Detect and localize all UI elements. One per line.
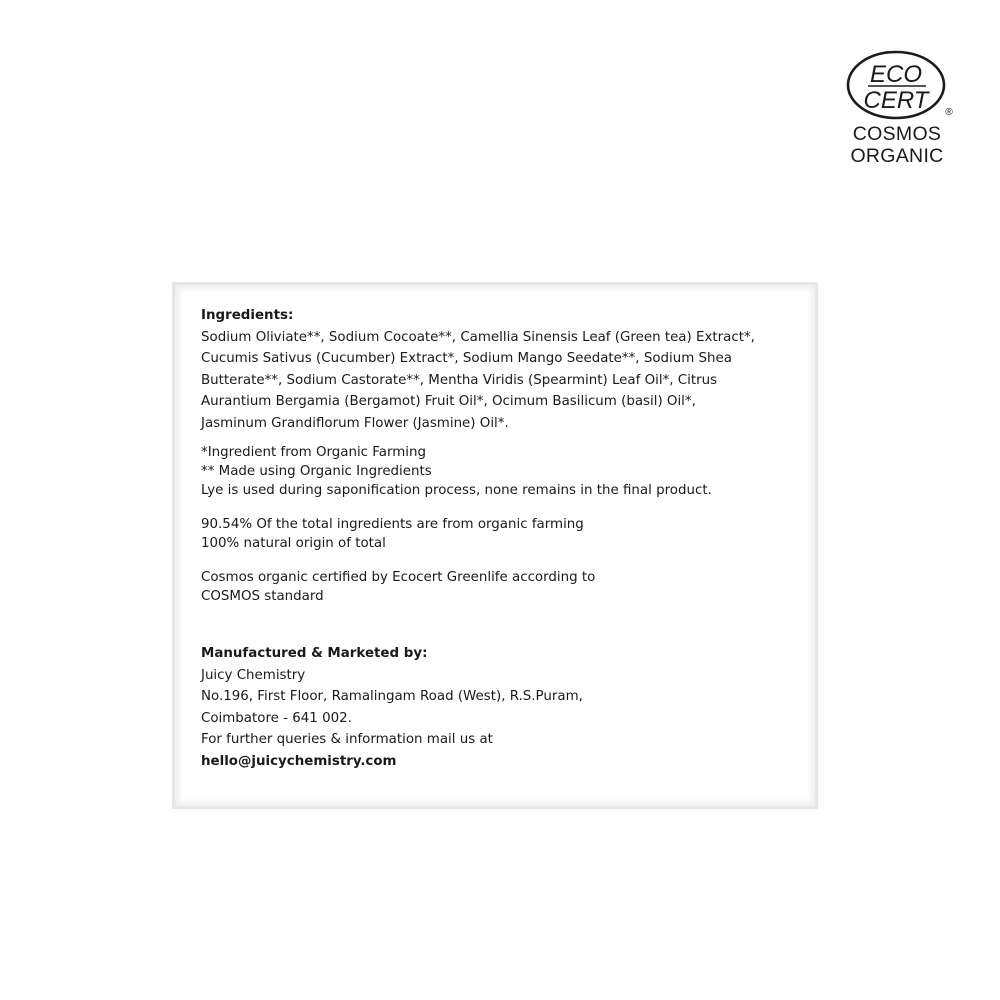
logo-cosmos-text: COSMOS (852, 123, 942, 145)
note-organic-farming: *Ingredient from Organic Farming (201, 445, 426, 460)
label-content (201, 305, 801, 772)
ingredients-line: Cucumis Sativus (Cucumber) Extract*, Sodium Mango Seedate**, Sodium Shea (201, 351, 732, 366)
product-label-panel (172, 282, 818, 809)
ingredients-heading: Ingredients: (201, 308, 294, 323)
contact-email: hello@juicychemistry.com (201, 753, 397, 769)
manufacturer-heading: Manufactured & Marketed by: (201, 646, 428, 661)
spacer (201, 606, 801, 643)
ingredients-line: Sodium Oliviate**, Sodium Cocoate**, Camellia Sinensis Leaf (Green tea) Extract*, (201, 329, 755, 345)
ecocert-cosmos-organic-logo (838, 48, 956, 168)
manufacturer-name: Juicy Chemistry (201, 667, 306, 683)
ingredients-line: Aurantium Bergamia (Bergamot) Fruit Oil*, Ocimum Basilicum (basil) Oil*, (201, 394, 696, 409)
certification-line: Cosmos organic certified by Ecocert Greenlife according to (201, 570, 596, 585)
manufacturer-city: Coimbatore - 641 002. (201, 710, 352, 726)
organic-percentage: 90.54% Of the total ingredients are from organic farming (201, 517, 584, 532)
spacer (201, 553, 801, 568)
manufacturer-address: No.196, First Floor, Ramalingam Road (West), R.S.Puram, (201, 689, 583, 704)
logo-organic-text: ORGANIC (850, 145, 944, 167)
spacer (201, 500, 801, 515)
ingredients-line: Butterate**, Sodium Castorate**, Mentha Viridis (Spearmint) Leaf Oil*, Citrus (201, 372, 718, 388)
registered-mark: ® (945, 107, 953, 118)
contact-note: For further queries & information mail us at (201, 732, 493, 747)
spacer (201, 434, 801, 443)
natural-origin: 100% natural origin of total (201, 536, 386, 551)
note-organic-ingredients: ** Made using Organic Ingredients (201, 464, 432, 479)
ingredients-line: Jasminum Grandiflorum Flower (Jasmine) Oil*. (201, 415, 509, 431)
ecocert-seal-icon (846, 48, 953, 122)
logo-cert-text: CERT (863, 87, 929, 114)
logo-eco-text: ECO (869, 61, 923, 88)
note-lye: Lye is used during saponification process, none remains in the final product. (201, 483, 712, 498)
certification-line: COSMOS standard (201, 589, 324, 604)
